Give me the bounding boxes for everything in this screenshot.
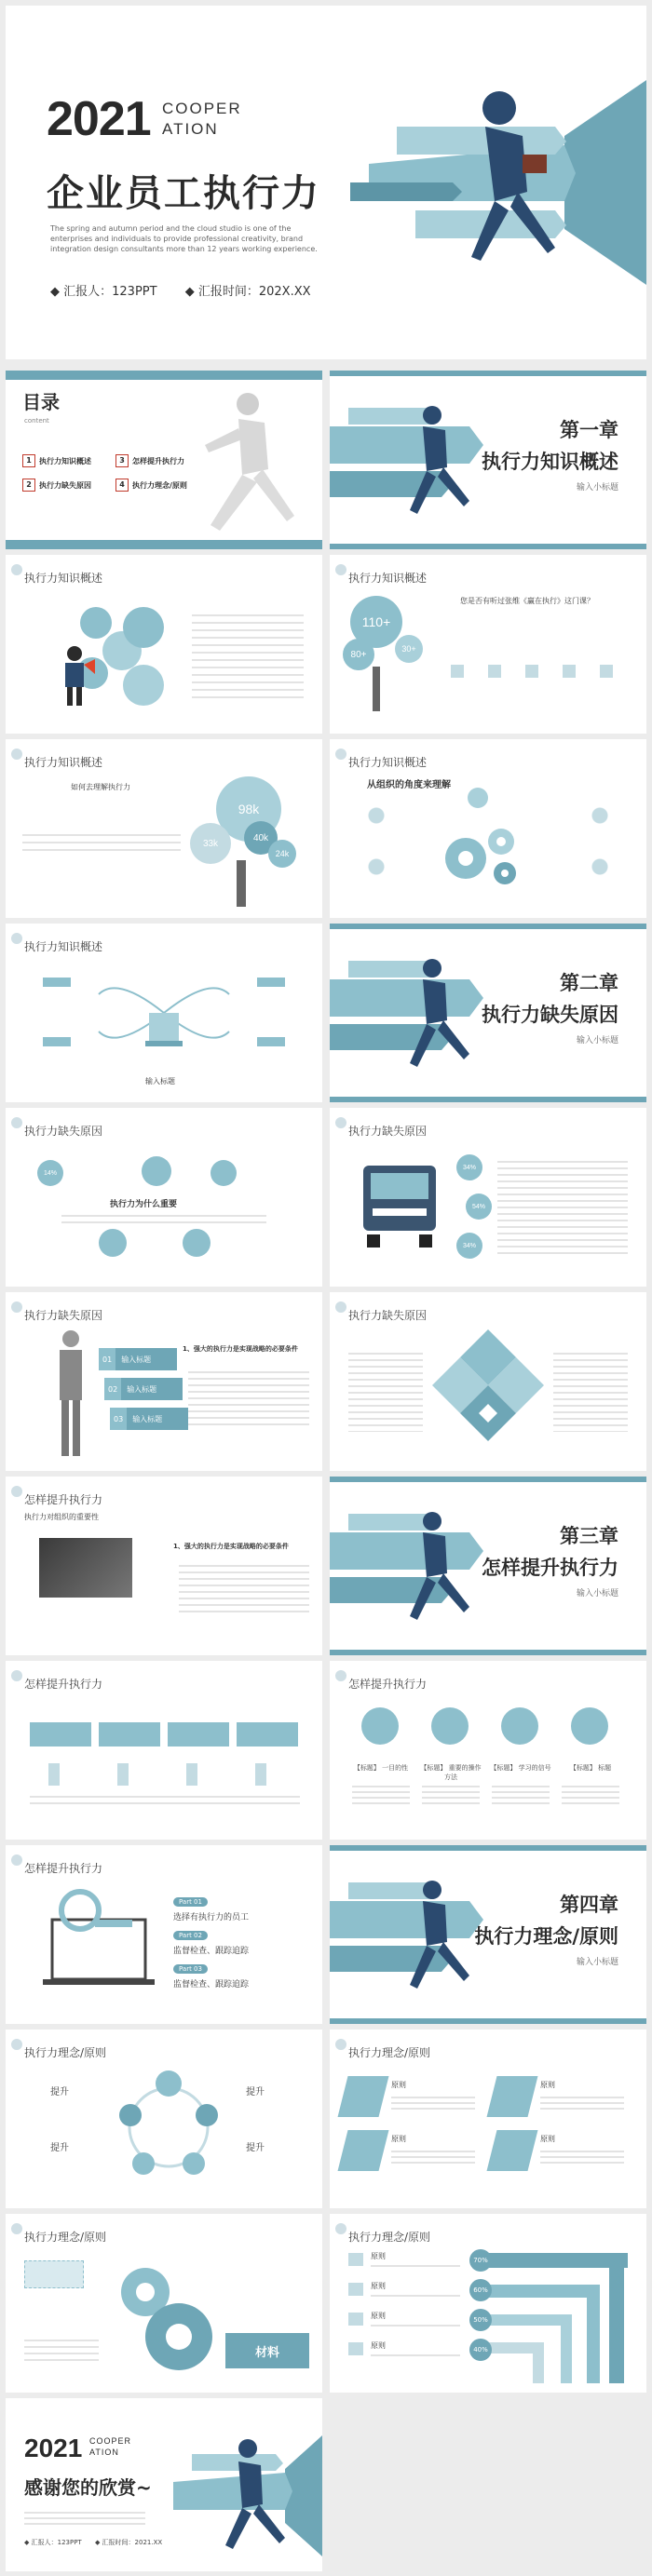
date-text: 汇报时间：202X.XX [197, 285, 311, 299]
cover-year: 2021 [47, 92, 151, 146]
principle-icon-box [487, 2076, 538, 2117]
feature-circle-icon [361, 1707, 399, 1745]
cover-arrows-graphic [332, 61, 646, 303]
principle-label: 原则 [540, 2135, 555, 2143]
accent-bar [330, 1097, 646, 1102]
feature-text [422, 1782, 480, 1804]
icon-row [348, 795, 628, 897]
section-header: 执行力理念/原则 [24, 2046, 107, 2059]
toc-title: 目录 [22, 391, 60, 413]
runner-silhouette [183, 385, 304, 534]
overview-slide-a [6, 555, 322, 734]
diamond-icon: ◆ [24, 2539, 32, 2546]
body-text [24, 2508, 145, 2527]
speaker-figure [52, 644, 97, 709]
body-text [179, 1560, 309, 1616]
improve-slide-a [6, 1477, 322, 1655]
accent-bar [330, 1845, 646, 1851]
section-header: 执行力知识概述 [24, 572, 103, 585]
diamond-icon: ◆ [94, 2539, 102, 2546]
runner-icon [11, 933, 22, 944]
flask-network-graphic [24, 957, 304, 1069]
toc-item-label: 执行力缺失原因 [39, 480, 91, 490]
part-text: 选择有执行力的员工 [173, 1913, 250, 1922]
accent-bar [330, 1477, 646, 1482]
missing-slide-a [6, 1108, 322, 1287]
body-text [30, 1791, 300, 1804]
pct-circle: 40% [469, 2339, 492, 2361]
runner-icon [335, 749, 346, 760]
chapter-number: 第二章 [560, 972, 618, 994]
stat-circle-80: 80+ [343, 639, 374, 670]
pct-icon [348, 2283, 363, 2296]
toc-item-number: 4 [115, 479, 129, 492]
pct-label: 原则 [371, 2341, 386, 2350]
principle-label: 提升 [246, 2143, 265, 2153]
runner-icon [11, 564, 22, 575]
chapter-title: 执行力知识概述 [482, 451, 618, 473]
question-text: 如何去理解执行力 [71, 783, 130, 791]
end-year: 2021 [24, 2434, 83, 2462]
section-header: 执行力知识概述 [348, 572, 428, 585]
tree-trunk [373, 667, 380, 711]
accent-bar [330, 1650, 646, 1655]
stat-circle-24k: 24k [268, 840, 296, 868]
section-header: 执行力缺失原因 [348, 1309, 428, 1322]
section-header: 怎样提升执行力 [24, 1678, 103, 1691]
section-header: 执行力理念/原则 [348, 2231, 431, 2244]
improve-slide-d [6, 1845, 322, 2024]
end-cooperation: COOPER ATION [89, 2436, 132, 2457]
pct-icon [348, 2342, 363, 2355]
runner-icon [11, 1854, 22, 1866]
principle-text [391, 2147, 475, 2165]
cover-title: 企业员工执行力 [47, 172, 320, 215]
runner-icon [335, 1670, 346, 1681]
chapter-arrows-graphic [330, 389, 497, 529]
bubble-circle [123, 607, 164, 648]
runner-icon [11, 2223, 22, 2234]
end-slide [6, 2398, 322, 2571]
part-tag: Part 03 [173, 1964, 208, 1974]
missing-slide-b [330, 1108, 646, 1287]
section-header: 执行力知识概述 [348, 756, 428, 769]
runner-icon [335, 1117, 346, 1128]
feature-text [352, 1782, 410, 1804]
principle-label: 原则 [391, 2081, 406, 2089]
accent-bar [330, 2018, 646, 2024]
improve-slide-c [330, 1661, 646, 1840]
icon-row [451, 665, 628, 678]
section-header: 执行力理念/原则 [24, 2231, 107, 2244]
diamond-icon: ◆ [184, 285, 198, 299]
section-header: 执行力知识概述 [24, 940, 103, 953]
tree-trunk [237, 860, 246, 907]
runner-icon [11, 1117, 22, 1128]
gear-graphic [108, 2255, 220, 2376]
cover-meta [50, 281, 311, 299]
photo-laptop [39, 1538, 132, 1598]
cover-description: The spring and autumn period and the cloud studio is one of the enterprises and individuals to provide professional creativity, brand integration design consultants more than 12 years working experience. [50, 224, 318, 253]
stat-circle-98k: 98k [216, 776, 281, 842]
overview-slide-b [330, 555, 646, 734]
overview-slide-d [330, 739, 646, 918]
body-text [348, 1348, 423, 1432]
principle-slide-b [330, 2030, 646, 2208]
stair-bars-graphic [479, 2246, 637, 2385]
feature-label: 【标题】 重要的操作方法 [420, 1764, 482, 1781]
part-tag: Part 02 [173, 1931, 208, 1940]
icon-row [30, 1763, 300, 1786]
title-box-label: 输入标题 [127, 1384, 157, 1394]
pct-circle: 50% [469, 2309, 492, 2331]
missing-slide-c [6, 1292, 322, 1471]
toc-item[interactable] [22, 454, 91, 467]
feature-text [562, 1782, 619, 1804]
section-heading: 1、强大的执行力是实现战略的必要条件 [173, 1543, 289, 1550]
body-text [22, 829, 181, 856]
pct-label: 原则 [371, 2282, 386, 2290]
part-list [173, 1897, 313, 2000]
runner-icon [11, 1486, 22, 1497]
principle-label: 原则 [391, 2135, 406, 2143]
chapter-4-slide [330, 1845, 646, 2024]
chapter-number: 第四章 [560, 1894, 618, 1916]
title-box-label: 输入标题 [132, 1414, 163, 1423]
feature-label: 【标题】 学习的信号 [490, 1764, 551, 1772]
part-text: 监督检查、跟踪追踪 [173, 1947, 250, 1956]
reporter-text: 汇报人：123PPT [63, 285, 157, 299]
bottom-label: 输入标题 [145, 1077, 175, 1086]
chapter-number: 第一章 [560, 419, 618, 441]
principle-icon-box [338, 2076, 389, 2117]
chapter-title: 怎样提升执行力 [482, 1557, 618, 1579]
chapter-subtitle: 输入小标题 [576, 483, 618, 492]
title-box-number: 02 [104, 1378, 121, 1400]
runner-icon [335, 1301, 346, 1313]
stat-circle-30: 30+ [395, 635, 423, 663]
part-tag: Part 01 [173, 1897, 208, 1907]
title-box-number: 01 [99, 1348, 115, 1370]
pct-circle: 60% [469, 2279, 492, 2301]
body-text [497, 1156, 628, 1259]
principle-slide-c [6, 2214, 322, 2393]
principle-slide-a [6, 2030, 322, 2208]
runner-icon [11, 749, 22, 760]
end-meta: ◆ 汇报人：123PPT ◆ 汇报时间：2021.XX [24, 2539, 163, 2546]
chapter-subtitle: 输入小标题 [576, 1958, 618, 1967]
pct-icon [348, 2253, 363, 2266]
cover-slide [6, 6, 646, 359]
body-text [61, 1210, 266, 1223]
cover-cooperation: COOPER ATION [162, 100, 242, 138]
feature-label: 【标题】 一目的性 [353, 1764, 409, 1772]
slide-title: 从组织的角度来理解 [367, 780, 451, 790]
title-box-label: 输入标题 [121, 1355, 152, 1364]
toc-item-label: 怎样提升执行力 [132, 456, 184, 465]
chapter-2-slide [330, 924, 646, 1102]
stat-circle [183, 1229, 211, 1257]
improve-slide-b [6, 1661, 322, 1840]
toc-subtitle: content [24, 417, 49, 425]
laptop-magnifier-graphic [43, 1882, 164, 1994]
truck-graphic [358, 1160, 441, 1253]
overview-slide-e [6, 924, 322, 1102]
section-header: 执行力理念/原则 [348, 2046, 431, 2059]
pct-circle: 70% [469, 2249, 492, 2272]
stat-circle-110: 110+ [350, 596, 402, 648]
title-box [110, 1408, 188, 1430]
stat-circle-33k: 33k [190, 823, 231, 864]
chapter-title: 执行力理念/原则 [474, 1925, 618, 1948]
stat-circle: 14% [37, 1160, 63, 1186]
feature-list [348, 1707, 628, 1828]
pct-icon [348, 2313, 363, 2326]
section-header: 怎样提升执行力 [24, 1862, 103, 1875]
toc-list [22, 454, 209, 510]
section-header: 执行力缺失原因 [24, 1125, 103, 1138]
stat-circle-40k: 40k [244, 821, 278, 855]
principle-label: 提升 [246, 2087, 265, 2097]
chapter-title: 执行力缺失原因 [482, 1004, 618, 1026]
feature-label: 【标题】 标题 [569, 1764, 612, 1772]
text-card [24, 2260, 84, 2288]
runner-icon [335, 2223, 346, 2234]
chapter-arrows-graphic [330, 1864, 497, 2003]
pct-text [371, 2352, 460, 2359]
section-header: 怎样提升执行力 [24, 1493, 103, 1506]
chapter-1-slide [330, 371, 646, 549]
part-text: 监督检查、跟踪追踪 [173, 1980, 250, 1989]
principle-icon-box [487, 2130, 538, 2171]
toc-item[interactable] [22, 479, 91, 492]
missing-slide-d [330, 1292, 646, 1471]
chapter-3-slide [330, 1477, 646, 1655]
section-heading: 1、强大的执行力是实现战略的必要条件 [183, 1345, 298, 1353]
pct-label: 原则 [371, 2252, 386, 2260]
question-text: 您是否有听过张维《赢在执行》这门课？ [460, 597, 594, 605]
material-box: 材料 [225, 2333, 309, 2368]
feature-circle-icon [501, 1707, 538, 1745]
accent-bar [330, 371, 646, 376]
stat-circle [211, 1160, 237, 1186]
feature-text [492, 1782, 550, 1804]
toc-item[interactable] [115, 454, 184, 467]
body-text [192, 609, 304, 702]
principle-text [391, 2093, 475, 2111]
diamond-icon: ◆ [50, 285, 64, 299]
chapter-number: 第三章 [560, 1525, 618, 1547]
principle-text [540, 2147, 624, 2165]
runner-icon [11, 1670, 22, 1681]
pct-text [371, 2262, 460, 2270]
bubble-circle [123, 665, 164, 706]
principle-grid [343, 2076, 633, 2188]
toc-item[interactable] [115, 479, 187, 492]
stat-circle: 34% [456, 1233, 482, 1259]
pct-text [371, 2292, 460, 2300]
body-text [553, 1348, 628, 1432]
runner-icon [11, 1301, 22, 1313]
diamond-grid-graphic [432, 1329, 544, 1460]
pct-label: 原则 [371, 2312, 386, 2320]
toc-item-number: 2 [22, 479, 35, 492]
toc-item-number: 1 [22, 454, 35, 467]
ribbon-row [30, 1722, 300, 1747]
body-text [188, 1367, 309, 1428]
pct-text [371, 2322, 460, 2329]
section-header: 执行力知识概述 [24, 756, 103, 769]
pct-list [348, 2249, 497, 2370]
principle-text [540, 2093, 624, 2111]
section-header: 怎样提升执行力 [348, 1678, 428, 1691]
chapter-arrows-graphic [330, 942, 497, 1082]
cycle-graphic [117, 2067, 220, 2188]
section-heading: 执行力为什么重要 [110, 1200, 178, 1209]
runner-icon [11, 2039, 22, 2050]
chapter-subtitle: 输入小标题 [576, 1589, 618, 1598]
accent-bar [330, 924, 646, 929]
section-header: 执行力缺失原因 [24, 1309, 103, 1322]
businessman-silhouette [52, 1329, 89, 1460]
principle-label: 原则 [540, 2081, 555, 2089]
title-box [99, 1348, 177, 1370]
principle-label: 提升 [50, 2087, 69, 2097]
toc-slide [6, 371, 322, 549]
end-arrows-graphic [173, 2426, 322, 2566]
title-box-number: 03 [110, 1408, 127, 1430]
chapter-arrows-graphic [330, 1495, 497, 1635]
stat-circle [142, 1156, 171, 1186]
accent-bar [6, 371, 322, 380]
overview-slide-c [6, 739, 322, 918]
principle-slide-d [330, 2214, 646, 2393]
runner-icon [335, 564, 346, 575]
toc-item-label: 执行力知识概述 [39, 456, 91, 465]
slide-subtitle: 执行力对组织的重要性 [24, 1513, 99, 1521]
principle-label: 提升 [50, 2143, 69, 2153]
title-box [104, 1378, 183, 1400]
title-box-list [99, 1348, 183, 1441]
stat-circle: 34% [456, 1154, 482, 1180]
stat-circle [99, 1229, 127, 1257]
accent-bar [6, 540, 322, 549]
runner-icon [335, 2039, 346, 2050]
toc-item-number: 3 [115, 454, 129, 467]
feature-circle-icon [571, 1707, 608, 1745]
end-title: 感谢您的欣赏~ [24, 2476, 152, 2499]
section-header: 执行力缺失原因 [348, 1125, 428, 1138]
body-text [24, 2335, 99, 2363]
principle-icon-box [338, 2130, 389, 2171]
stat-circle: 54% [466, 1194, 492, 1220]
feature-circle-icon [431, 1707, 469, 1745]
bubble-circle [80, 607, 112, 639]
toc-item-label: 执行力理念/原则 [132, 480, 187, 490]
accent-bar [330, 544, 646, 549]
chapter-subtitle: 输入小标题 [576, 1036, 618, 1045]
